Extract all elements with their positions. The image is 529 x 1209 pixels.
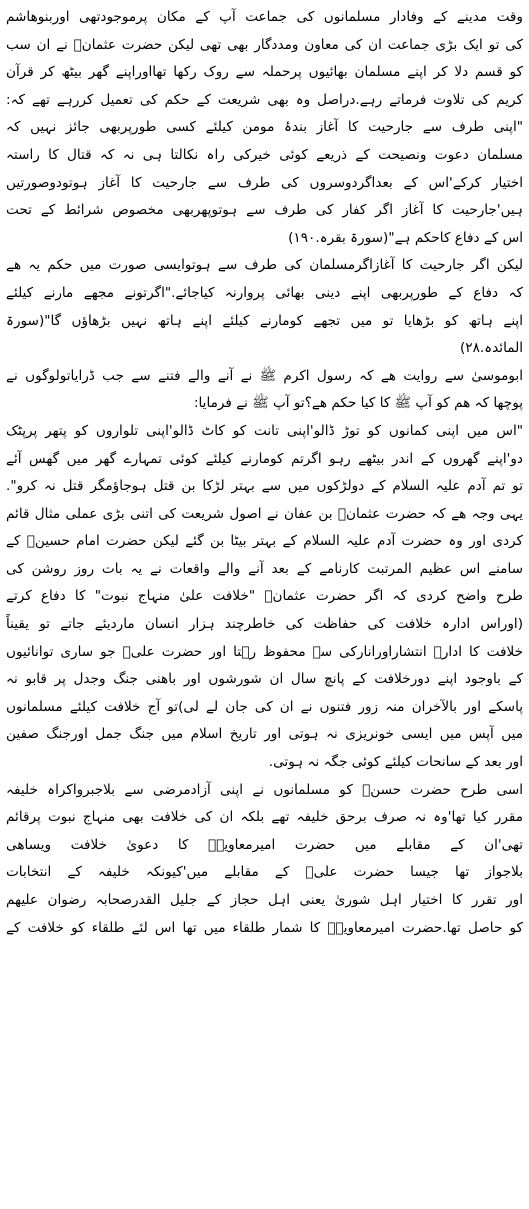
text-line: کہ دفاع کے طورپربھی اپنے دینی بھائی پروارنہ کیاجائے."اگرتونے مجھے مارنے کیلئے bbox=[6, 284, 523, 301]
text-line: کو حاصل تھا.حضرت امیرمعاویہؓ کا شمار طلقاء میں تھا اس لئے طلقاء کو خلافت کے bbox=[6, 919, 523, 936]
text-line: سامنے اس عظیم المرتبت کارنامے کے بعد آنے والے واقعات نے یہ بات روز روشن کی bbox=[6, 560, 523, 577]
text-line: (اوراس ادارہ خلافت کی حفاظت کی خاطرچند ہزار انسان ماردیئے جاتے تو یقیناً bbox=[6, 616, 523, 633]
text-line: میں آپس میں ایسی خونریزی نہ ہوتی اور تاریخ اسلام میں جنگ جمل اورجنگ صفین bbox=[6, 726, 523, 743]
text-line: کریم کی تلاوت فرماتے رہے.دراصل وہ بھی شریعت کے حکم کی تعمیل کررہے تھے کہ: bbox=[6, 91, 523, 108]
text-line: المائدہ.٢٨) bbox=[459, 340, 523, 357]
text-line: تھی'ان کے مقابلے میں حضرت امیرمعاویہؓ کا دعویٰ خلافت ویساھی bbox=[6, 836, 523, 853]
text-line: اختیار کرکے'اس کے بعداگردوسروں کی طرف سے جارحیت کا آغاز ہوتودوصورتیں bbox=[6, 174, 523, 191]
text-line: ہیں'جارحیت کا آغاز اگر کفار کی طرف سے ہوتوپھربھی مخصوص شرائط کے تحت bbox=[6, 202, 523, 219]
text-line: مسلمان دعوت ونصیحت کے ذریعے کوئی خیرکی راہ نکالتا ہی نہ کہ قتال کا راستہ bbox=[6, 146, 523, 163]
text-line: طرح واضح کردی کہ اگر حضرت عثمانؓ "خلافت علیٰ منہاج نبوت" کا دفاع کرتے bbox=[6, 588, 523, 605]
text-line: اپنے ہاتھ کو بڑھایا تو میں تجھے کومارنے کیلئے اپنے ہاتھ نہیں بڑھاؤں گا"(سورۃ bbox=[6, 312, 523, 329]
text-line: بلاجواز تھا جیسا حضرت علیؓ کے مقابلے میں'کیونکہ خلیفہ کے انتخابات bbox=[6, 864, 523, 881]
text-line: مقرر کیا تھا'وہ نہ صرف برحق خلیفہ تھے بلکہ ان کی خلافت بھی منہاج نبوت پرقائم bbox=[6, 809, 523, 826]
text-line: خلافت کا ادارہ انتشاراورانارکی سے محفوظ رہتا اور حضرت علیؓ جو ساری توانائیوں bbox=[6, 643, 523, 660]
text-line: دو'اپنے گھروں کے اندر بیٹھے رہو اگرتم کومارنے کیلئے کوئی تمہارے گھر میں گھس آئے bbox=[6, 450, 523, 467]
text-line: وقت مدینے کے وفادار مسلمانوں کی جماعت آپ کے مکان پرموجودتھی اوربنوھاشم bbox=[6, 9, 523, 25]
text-line: کے باوجود اپنے دورخلافت کے پانچ سال ان شورشوں اور باھنی جنگ وجدل پر قابو نہ bbox=[6, 671, 523, 688]
text-line: پاسکے اور بالآخران منہ زور فتنوں نے ان کی جان لے لی)تو آج خلافت کیلئے مسلمانوں bbox=[6, 698, 523, 715]
text-line: کردی اور وہ حضرت آدم علیہ السلام کے بہتر بیٹا بن گئے لیکن حضرت امام حسینؓ کے bbox=[6, 533, 523, 550]
text-line: "اپنی طرف سے جارحیت کا آغاز بندۂ مومن کیلئے کسی طورپربھی جائز نہیں کہ bbox=[6, 119, 523, 136]
text-line: لیکن اگر جارحیت کا آغازاگرمسلمان کی طرف سے ہوتوایسی صورت میں حکم یہ ھے bbox=[6, 257, 523, 274]
text-line: تو تم آدم علیہ السلام کے دولڑکوں میں سے بہتر لڑکا بن قتل ہوجاؤمگر قتل نہ کرو". bbox=[6, 478, 523, 495]
text-line: اور بعد کے سانحات کیلئے کوئی جگہ نہ ہوتی. bbox=[268, 754, 523, 771]
text-line: پوچھا کہ ھم کو آپ ﷺ کا کیا حکم ھے؟تو آپ ﷺ نے فرمایا: bbox=[193, 395, 523, 412]
text-line: ابوموسیٰ سے روایت ھے کہ رسول اکرم ﷺ نے آنے والے فتنے سے جب ڈرایاتولوگوں نے bbox=[6, 367, 523, 384]
text-line: کی تو ایک بڑی جماعت ان کی معاون ومددگار بھی تھی لیکن حضرت عثمانؓ نے ان سب bbox=[6, 36, 523, 53]
text-line: "اس میں اپنی کمانوں کو توڑ ڈالو'اپنی تانت کو کاٹ ڈالو'اپنی تلواروں کو پتھر پرپٹک bbox=[6, 422, 523, 439]
text-line: اسی طرح حضرت حسنؓ کو مسلمانوں نے اپنی آزادمرضی سے بلاجبرواکراہ خلیفہ bbox=[6, 781, 523, 798]
text-line: اور تقرر کا اختیار اہل شوریٰ یعنی اہل حجاز کے جلیل القدرصحابہ رضوان علیھم bbox=[6, 892, 523, 908]
text-line: کو قسم دلا کر اپنے مسلمان بھائیوں پرحملہ سے روک رکھا تھااوراپنے گھر بیٹھ کر قرآن bbox=[6, 64, 523, 81]
text-line: اس کے دفاع کاحکم ہے"(سورۃ بقرہ.١٩٠) bbox=[288, 229, 523, 246]
text-line: یہی وجہ ھے کہ حضرت عثمانؓ بن عفان نے اصول شریعت کی اتنی بڑی عملی مثال قائم bbox=[6, 505, 523, 522]
